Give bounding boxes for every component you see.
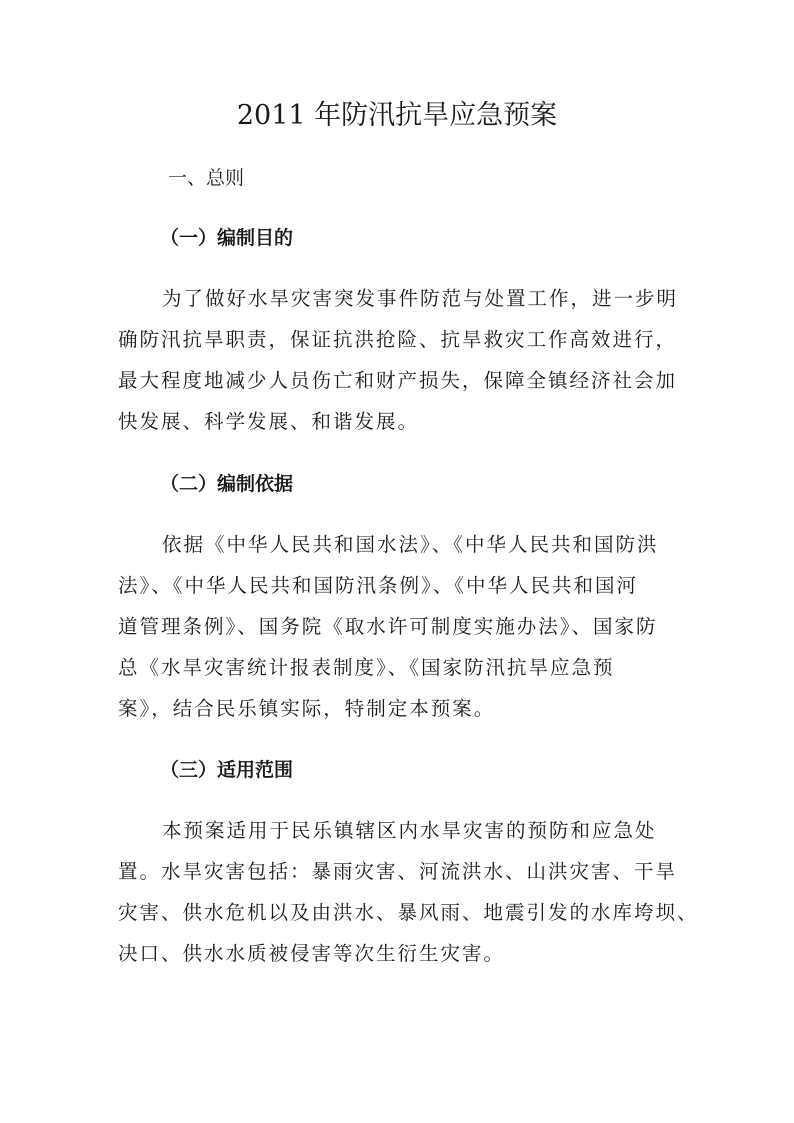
section-heading-general: 一、总则 [168,167,245,189]
paragraph-line: 灾害、供水危机以及由洪水、暴风雨、地震引发的水库垮坝、 [118,901,699,924]
paragraph-line: 置。水旱灾害包括：暴雨灾害、河流洪水、山洪灾害、干旱 [118,860,678,883]
paragraph-line: 为了做好水旱灾害突发事件防范与处置工作，进一步明 [162,287,679,310]
paragraph-scope [118,810,699,974]
subsection-heading-purpose: （一）编制目的 [160,227,294,249]
paragraph-purpose [118,278,683,442]
paragraph-line: 道管理条例》、国务院《取水许可制度实施办法》、国家防 [118,615,658,638]
paragraph-line: 法》、《中华人民共和国防汛条例》、《中华人民共和国河 [118,574,639,597]
paragraph-line: 本预案适用于民乐镇辖区内水旱灾害的预防和应急处 [162,819,657,842]
subsection-heading-scope: （三）适用范围 [160,759,294,781]
paragraph-basis [118,524,683,729]
paragraph-line: 确防汛抗旱职责，保证抗洪抢险、抗旱救灾工作高效进行， [118,328,678,351]
paragraph-line: 快发展、科学发展、和谐发展。 [118,410,420,433]
paragraph-line: 案》，结合民乐镇实际，特制定本预案。 [118,697,496,720]
paragraph-line: 总《水旱灾害统计报表制度》、《国家防汛抗旱应急预 [118,656,615,679]
document-title: 2011 年防汛抗旱应急预案 [236,100,558,131]
paragraph-line: 最大程度地减少人员伤亡和财产损失，保障全镇经济社会加 [118,369,678,392]
paragraph-line: 依据《中华人民共和国水法》、《中华人民共和国防洪 [162,533,659,556]
paragraph-line: 决口、供水水质被侵害等次生衍生灾害。 [118,942,506,965]
subsection-heading-basis: （二）编制依据 [160,473,294,495]
